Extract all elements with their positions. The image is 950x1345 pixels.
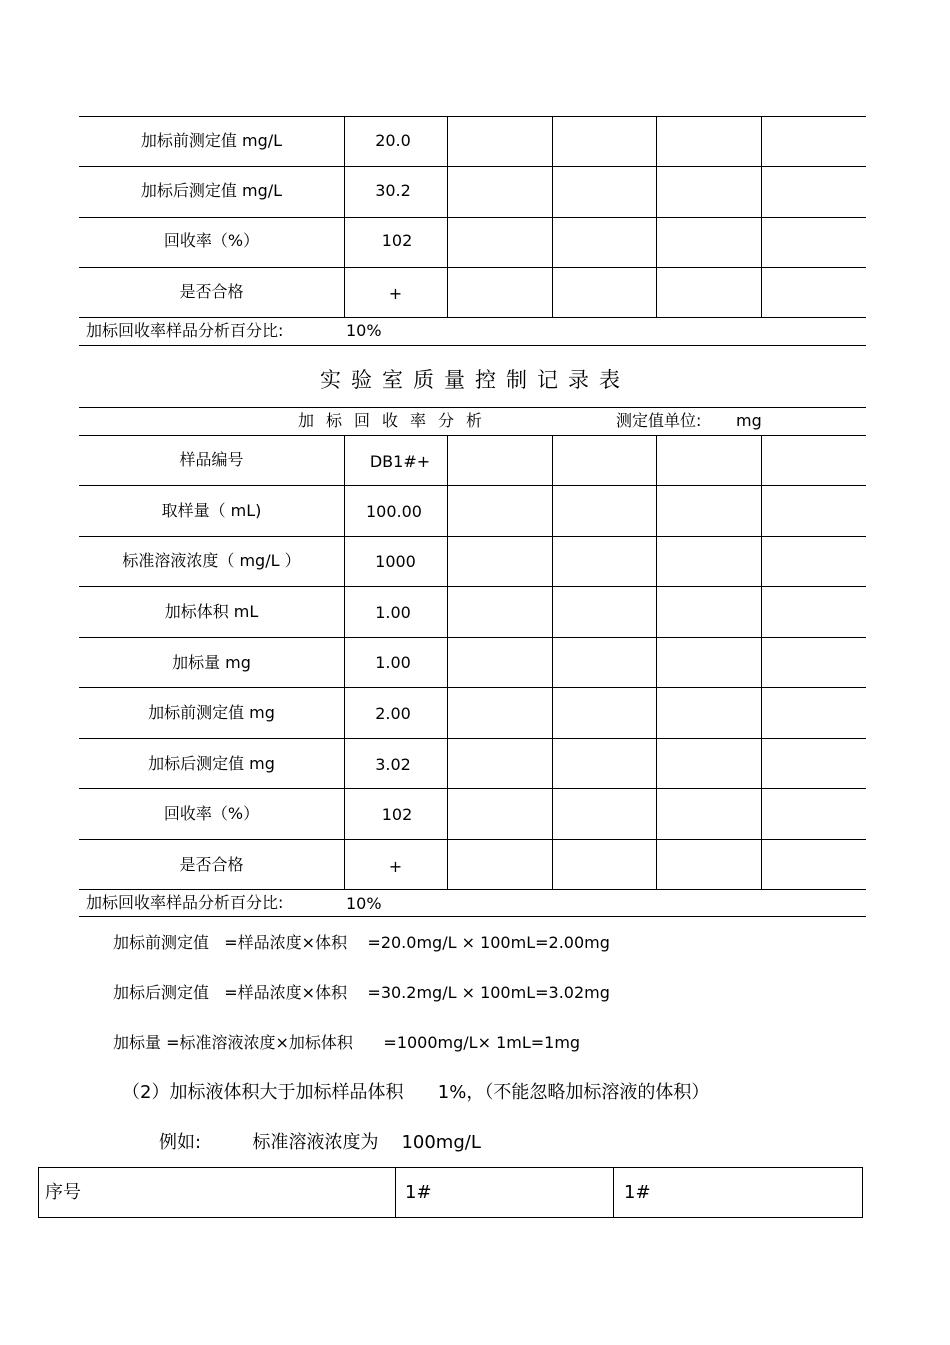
header-cell: 1# — [624, 1182, 651, 1203]
column-divider — [613, 1167, 614, 1217]
row-value: 3.02 — [375, 755, 411, 774]
table-subtitle: 加标回收率分析 — [298, 411, 495, 430]
row-value: 102 — [381, 231, 413, 250]
row-value: 2.00 — [375, 704, 411, 723]
table-rule — [79, 317, 866, 318]
row-value: 102 — [381, 805, 413, 824]
row-label: 标准溶液浓度（ mg/L ） — [122, 551, 301, 570]
column-divider — [761, 435, 762, 889]
column-divider — [552, 116, 553, 317]
formula-line: 加标量 =标准溶液浓度×加标体积 =1000mg/L× 1mL=1mg — [113, 1033, 581, 1052]
table-rule — [79, 839, 866, 840]
footer-label: 加标回收率样品分析百分比: — [86, 321, 284, 340]
table-rule — [79, 435, 866, 436]
row-label: 是否合格 — [179, 282, 244, 301]
table-rule — [79, 889, 866, 890]
row-label: 加标量 mg — [172, 653, 251, 672]
table-border — [862, 1167, 863, 1217]
row-value: 1.00 — [375, 603, 411, 622]
table-rule — [79, 536, 866, 537]
row-label: 加标后测定值 mg — [148, 754, 275, 773]
footer-value: 10% — [346, 321, 382, 340]
column-divider — [395, 1167, 396, 1217]
row-value: 20.0 — [375, 131, 411, 150]
table-rule — [79, 637, 866, 638]
row-label: 加标前测定值 mg/L — [140, 131, 283, 150]
row-value: 30.2 — [375, 181, 411, 200]
formula-line: 加标前测定值 =样品浓度×体积 =20.0mg/L × 100mL=2.00mg — [113, 933, 610, 952]
footer-label: 加标回收率样品分析百分比: — [86, 893, 284, 912]
column-divider — [761, 116, 762, 317]
table-rule — [79, 586, 866, 587]
table-rule — [79, 738, 866, 739]
unit-label: 测定值单位: — [616, 411, 702, 430]
unit-value: mg — [736, 411, 762, 430]
row-label: 回收率（%） — [163, 231, 260, 250]
table-rule — [79, 916, 866, 917]
header-cell: 1# — [405, 1182, 432, 1203]
row-value: + — [388, 284, 403, 303]
row-label: 加标体积 mL — [164, 602, 259, 621]
header-cell: 序号 — [45, 1182, 81, 1203]
table-rule — [79, 407, 866, 408]
section-heading: （2）加标液体积大于加标样品体积 1%，（不能忽略加标溶液的体积） — [122, 1082, 710, 1103]
row-value: 1.00 — [375, 653, 411, 672]
table-rule — [79, 345, 866, 346]
table-rule — [79, 267, 866, 268]
footer-value: 10% — [346, 894, 382, 913]
column-divider — [656, 116, 657, 317]
column-divider — [447, 116, 448, 317]
row-label: 加标前测定值 mg — [148, 703, 275, 722]
column-divider — [552, 435, 553, 889]
table-rule — [79, 788, 866, 789]
row-label: 加标后测定值 mg/L — [140, 181, 283, 200]
row-label: 回收率（%） — [163, 804, 260, 823]
table-border — [38, 1167, 39, 1217]
table-rule — [79, 485, 866, 486]
row-label: 取样量（ mL) — [161, 501, 262, 520]
row-value: + — [388, 857, 403, 876]
column-divider — [656, 435, 657, 889]
table-rule — [79, 116, 866, 117]
row-label: 样品编号 — [179, 450, 244, 469]
formula-line: 加标后测定值 =样品浓度×体积 =30.2mg/L × 100mL=3.02mg — [113, 983, 610, 1002]
row-value: 1000 — [375, 552, 416, 571]
table-rule — [38, 1167, 863, 1168]
example-text: 例如: 标准溶液浓度为 100mg/L — [159, 1132, 481, 1153]
table-rule — [79, 687, 866, 688]
table-rule — [79, 166, 866, 167]
row-label: 是否合格 — [179, 855, 244, 874]
table-rule — [38, 1217, 863, 1218]
row-value: DB1#+ — [369, 452, 431, 471]
table-title: 实验室质量控制记录表 — [320, 368, 630, 392]
table-rule — [79, 217, 866, 218]
row-value: 100.00 — [366, 502, 422, 521]
